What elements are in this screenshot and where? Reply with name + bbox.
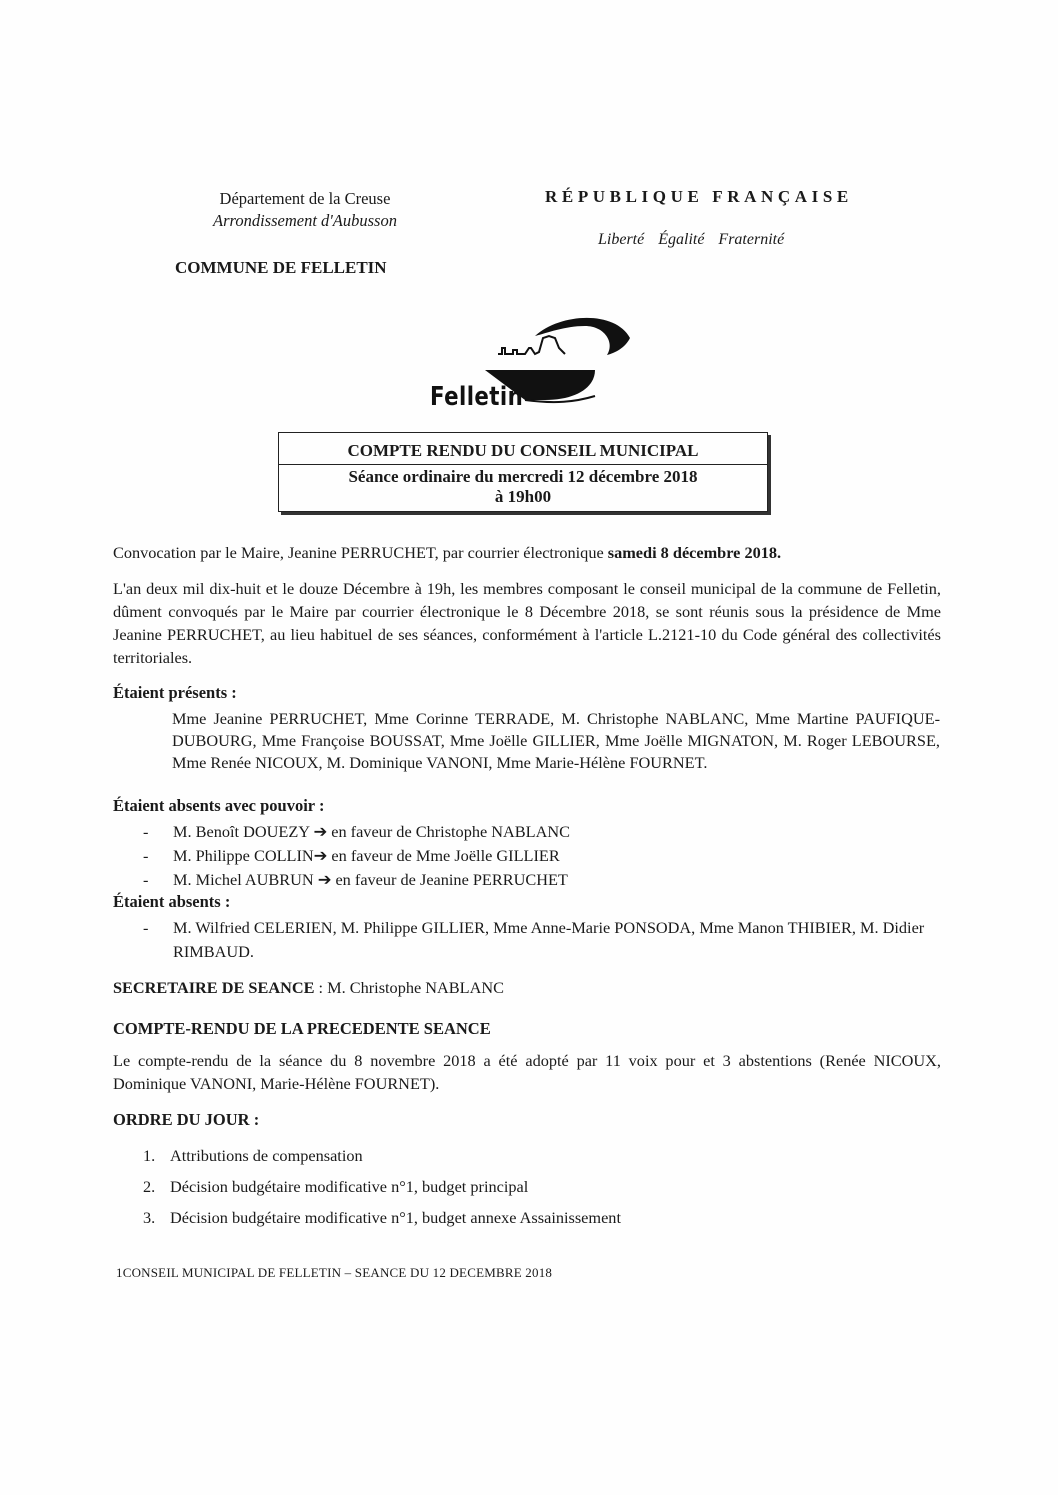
secretaire-label: SECRETAIRE DE SEANCE	[113, 978, 315, 997]
footer-text: CONSEIL MUNICIPAL DE FELLETIN – SEANCE DU 12 DECEMBRE 2018	[122, 1265, 553, 1280]
list-item: - M. Benoît DOUEZY ➔ en faveur de Christophe NABLANC	[143, 822, 570, 841]
list-item: 3. Décision budgétaire modificative n°1, budget annexe Assainissement	[143, 1208, 621, 1227]
list-item: 1. Attributions de compensation	[143, 1146, 363, 1165]
list-item: - M. Wilfried CELERIEN, M. Philippe GILLIER, Mme Anne-Marie PONSODA, Mme Manon THIBIER, M. Didier RIMBAUD.	[143, 918, 925, 961]
absents-list	[143, 916, 943, 964]
department-name: Département de la Creuse	[219, 189, 391, 208]
convocation-date: samedi 8 décembre 2018.	[607, 543, 782, 562]
precedente-text: Le compte-rendu de la séance du 8 novembre 2018 a été adopté par 11 voix pour et 3 abstentions (Renée NICOUX, Dominique VANONI, Marie-Hélène FOURNET).	[113, 1051, 941, 1093]
ordre-heading: ORDRE DU JOUR :	[113, 1110, 260, 1129]
arrow-icon: ➔	[317, 870, 332, 889]
commune-name: COMMUNE DE FELLETIN	[175, 258, 387, 277]
department-block	[190, 188, 420, 232]
absents-heading: Étaient absents :	[113, 892, 231, 911]
republic-heading: RÉPUBLIQUE FRANÇAISE	[545, 187, 853, 206]
session-time: à 19h00	[494, 487, 552, 506]
republic-motto: Liberté Égalité Fraternité	[598, 231, 785, 248]
secretaire-line	[113, 978, 504, 998]
list-item: - M. Michel AUBRUN ➔ en faveur de Jeanine PERRUCHET	[143, 870, 568, 889]
pouvoir-heading: Étaient absents avec pouvoir :	[113, 796, 325, 815]
list-item: - M. Philippe COLLIN➔ en faveur de Mme Joëlle GILLIER	[143, 846, 560, 865]
presents-list: Mme Jeanine PERRUCHET, Mme Corinne TERRADE, M. Christophe NABLANC, Mme Martine PAUFIQUE-DUBOURG, Mme Françoise BOUSSAT, Mme Joëlle GILLIER, Mme Joëlle MIGNATON, M. Roger LEBOURSE, Mme Renée NICOUX, M. Dominique VANONI, Mme Marie-Hélène FOURNET.	[172, 709, 940, 772]
arrow-icon: ➔	[313, 846, 328, 865]
document-title: COMPTE RENDU DU CONSEIL MUNICIPAL	[278, 438, 768, 465]
logo-wordmark: Felletin	[430, 382, 524, 412]
page-footer	[116, 1265, 552, 1281]
session-date: Séance ordinaire du mercredi 12 décembre 2018	[348, 467, 698, 486]
page-number: 1	[116, 1265, 123, 1280]
title-box	[278, 432, 768, 512]
arrow-icon: ➔	[313, 822, 328, 841]
convocation-text: Convocation par le Maire, Jeanine PERRUCHET, par courrier électronique	[113, 543, 608, 562]
list-item: 2. Décision budgétaire modificative n°1, budget principal	[143, 1177, 529, 1196]
precedente-heading: COMPTE-RENDU DE LA PRECEDENTE SEANCE	[113, 1019, 491, 1038]
intro-paragraph: L'an deux mil dix-huit et le douze Décembre à 19h, les membres composant le conseil municipal de la commune de Felletin, dûment convoqués par le Maire par courrier électronique le 8 Décembre 2018, se sont réunis sous la présidence de Mme Jeanine PERRUCHET, au lieu habituel de ses séances, conformément à l'article L.2121-10 du Code général des collectivités territoriales.	[113, 579, 941, 667]
pouvoir-list	[143, 820, 843, 892]
convocation-line	[113, 541, 941, 564]
arrondissement-name: Arrondissement d'Aubusson	[213, 211, 397, 230]
secretaire-value: : M. Christophe NABLANC	[314, 978, 504, 997]
ordre-list	[143, 1140, 621, 1233]
presents-heading: Étaient présents :	[113, 683, 237, 702]
